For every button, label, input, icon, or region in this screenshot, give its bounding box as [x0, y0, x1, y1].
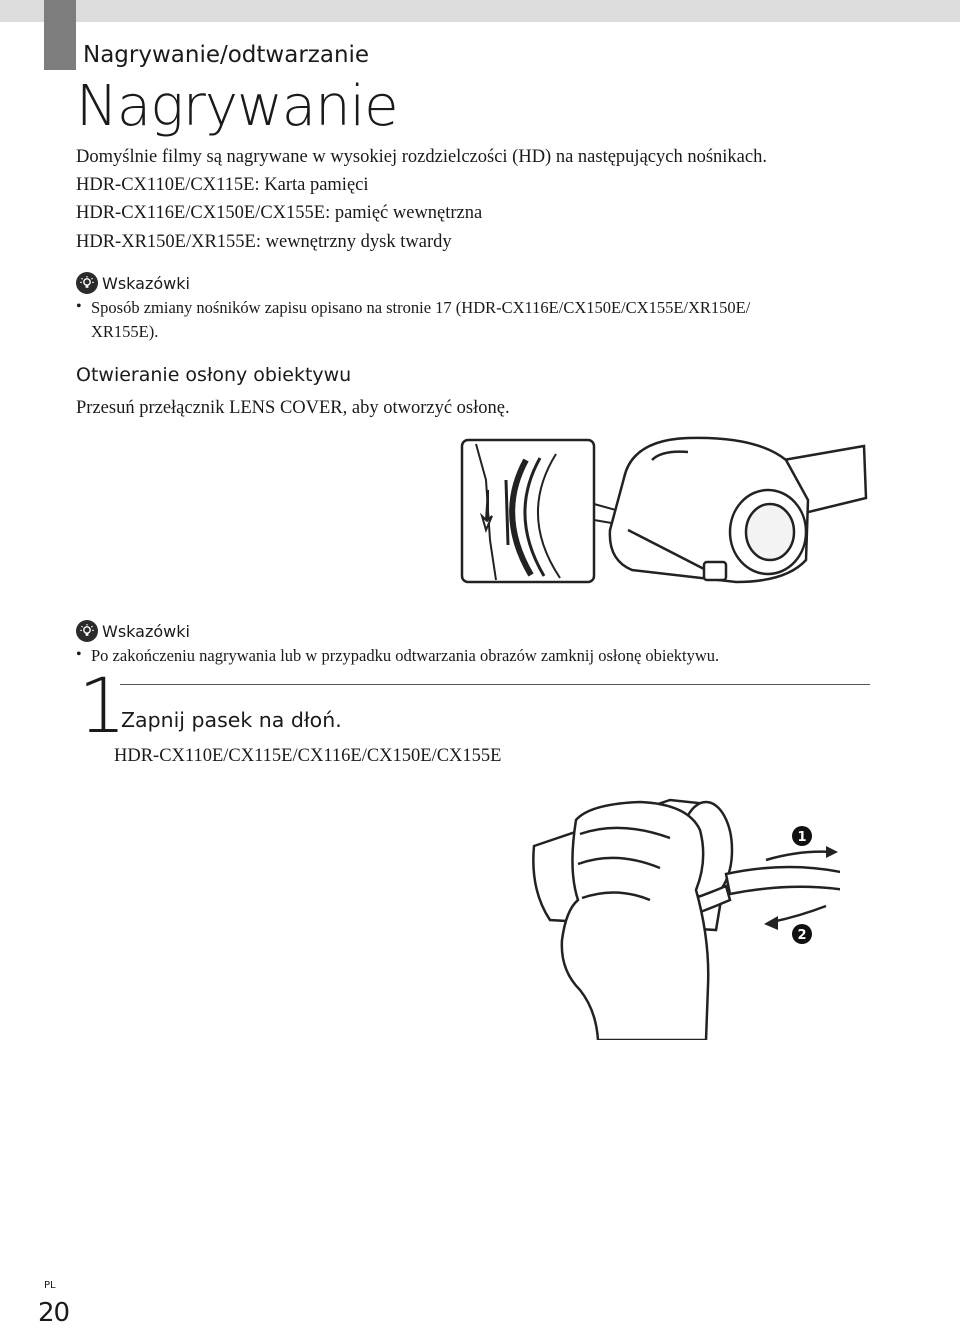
lens-cover-instruction: Przesuń przełącznik LENS COVER, aby otworzyć osłonę. — [76, 398, 510, 418]
bullet: • — [76, 298, 82, 315]
bullet: • — [76, 646, 82, 663]
tips-header — [76, 272, 190, 294]
top-bar — [0, 0, 960, 22]
hand-icon — [562, 802, 708, 1040]
step-divider — [120, 684, 870, 685]
tip-text: Po zakończeniu nagrywania lub w przypadku odtwarzania obrazów zamknij osłonę obiektywu. — [91, 646, 720, 665]
tips-label: Wskazówki — [102, 273, 190, 293]
media-line-internal: HDR-CX116E/CX150E/CX155E: pamięć wewnętrzna — [76, 203, 483, 223]
step-title: Zapnij pasek na dłoń. — [121, 708, 342, 732]
arrow-left-icon — [772, 906, 826, 922]
marker-1 — [792, 826, 812, 846]
tip-text-continued: XR155E). — [91, 322, 159, 341]
marker-1-label: 1 — [797, 830, 807, 845]
subsection-title: Otwieranie osłony obiektywu — [76, 364, 352, 386]
arrow-head-left — [764, 916, 778, 930]
lens-cover-illustration — [456, 420, 876, 595]
camcorder-icon — [610, 438, 866, 582]
lightbulb-icon — [76, 272, 98, 294]
lightbulb-icon — [76, 620, 98, 642]
grip-belt-illustration — [520, 790, 840, 1040]
intro-text: Domyślnie filmy są nagrywane w wysokiej rozdzielczości (HD) na następujących nośnikach. — [76, 147, 767, 167]
tips-label: Wskazówki — [102, 621, 190, 641]
page-title: Nagrywanie — [76, 74, 398, 139]
arrow-head-right — [826, 846, 838, 858]
section-name: Nagrywanie/odtwarzanie — [83, 42, 370, 68]
tip-text: Sposób zmiany nośników zapisu opisano na stronie 17 (HDR-CX116E/CX150E/CX155E/XR150E/ — [91, 298, 751, 317]
step-models: HDR-CX110E/CX115E/CX116E/CX150E/CX155E — [114, 746, 502, 766]
media-line-card: HDR-CX110E/CX115E: Karta pamięci — [76, 175, 369, 195]
page-number: 20 — [38, 1298, 70, 1328]
step-number: 1 — [78, 661, 127, 750]
media-line-hdd: HDR-XR150E/XR155E: wewnętrzny dysk twardy — [76, 232, 452, 252]
marker-2 — [792, 924, 812, 944]
tips-header — [76, 620, 190, 642]
marker-2-label: 2 — [797, 928, 807, 943]
section-tab — [44, 0, 76, 70]
language-code: PL — [44, 1280, 56, 1291]
strap-icon — [726, 867, 840, 894]
arrow-right-icon — [766, 852, 832, 860]
